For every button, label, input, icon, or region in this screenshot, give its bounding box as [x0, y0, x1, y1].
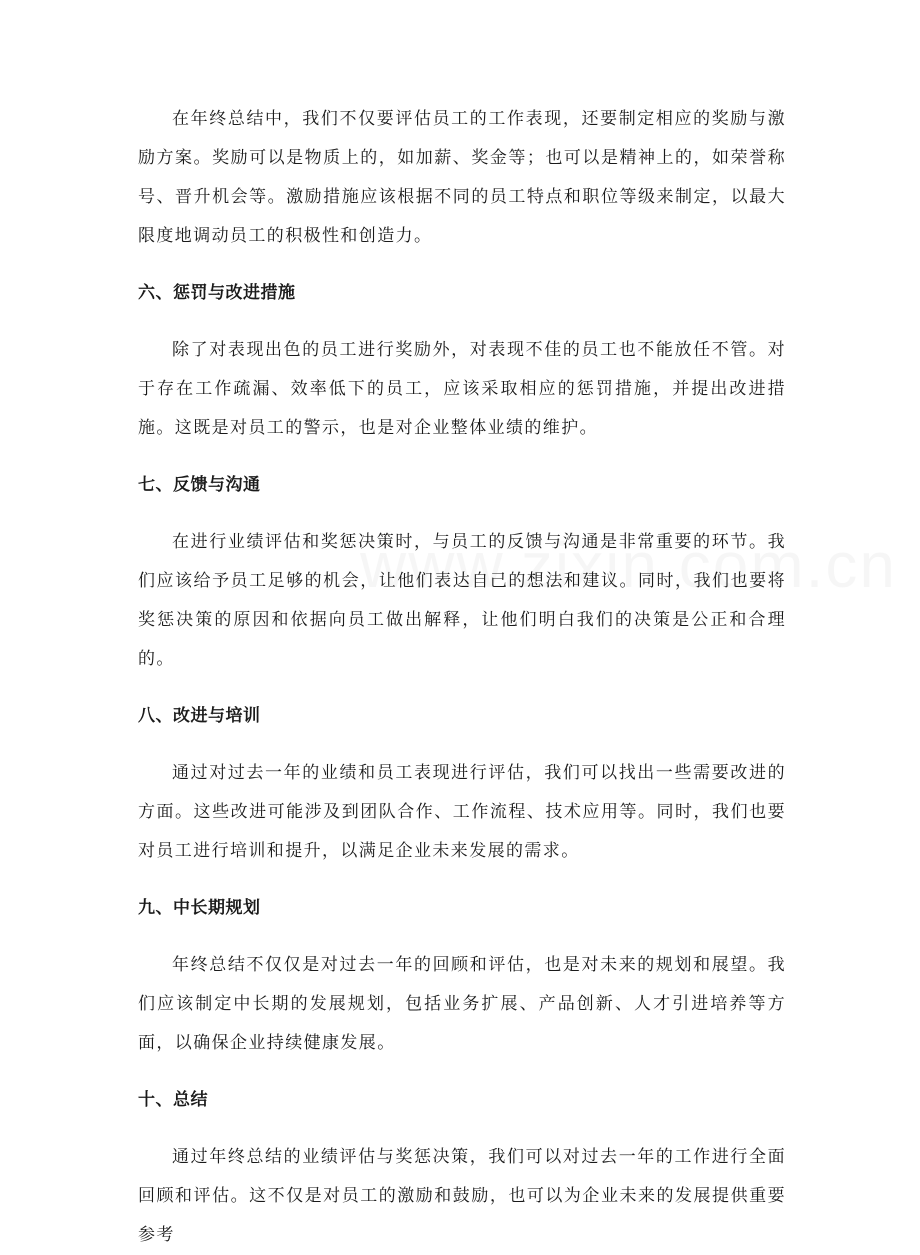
document-body: [138, 100, 786, 1255]
heading-section-6: 六、惩罚与改进措施: [138, 283, 296, 303]
paragraph-section-6: 除了对表现出色的员工进行奖励外，对表现不佳的员工也不能放任不管。对于存在工作疏漏、效率低下的员工，应该采取相应的惩罚措施，并提出改进措施。这既是对员工的警示，也是对企业整体业绩的维护。: [138, 340, 786, 438]
heading-section-8: 八、改进与培训: [138, 706, 261, 726]
paragraph-intro: 在年终总结中，我们不仅要评估员工的工作表现，还要制定相应的奖励与激励方案。奖励可以是物质上的，如加薪、奖金等；也可以是精神上的，如荣誉称号、晋升机会等。激励措施应该根据不同的员工特点和职位等级来制定，以最大限度地调动员工的积极性和创造力。: [138, 109, 786, 246]
paragraph-section-7: 在进行业绩评估和奖惩决策时，与员工的反馈与沟通是非常重要的环节。我们应该给予员工足够的机会，让他们表达自己的想法和建议。同时，我们也要将奖惩决策的原因和依据向员工做出解释，让他们明白我们的决策是公正和合理的。: [138, 532, 786, 669]
heading-section-10: 十、总结: [138, 1090, 208, 1110]
paragraph-section-8: 通过对过去一年的业绩和员工表现进行评估，我们可以找出一些需要改进的方面。这些改进可能涉及到团队合作、工作流程、技术应用等。同时，我们也要对员工进行培训和提升，以满足企业未来发展的需求。: [138, 763, 786, 861]
heading-section-7: 七、反馈与沟通: [138, 475, 261, 495]
paragraph-section-9: 年终总结不仅仅是对过去一年的回顾和评估，也是对未来的规划和展望。我们应该制定中长期的发展规划，包括业务扩展、产品创新、人才引进培养等方面，以确保企业持续健康发展。: [138, 955, 786, 1053]
paragraph-section-10: 通过年终总结的业绩评估与奖惩决策，我们可以对过去一年的工作进行全面回顾和评估。这不仅是对员工的激励和鼓励，也可以为企业未来的发展提供重要参考: [138, 1147, 786, 1245]
heading-section-9: 九、中长期规划: [138, 898, 261, 918]
